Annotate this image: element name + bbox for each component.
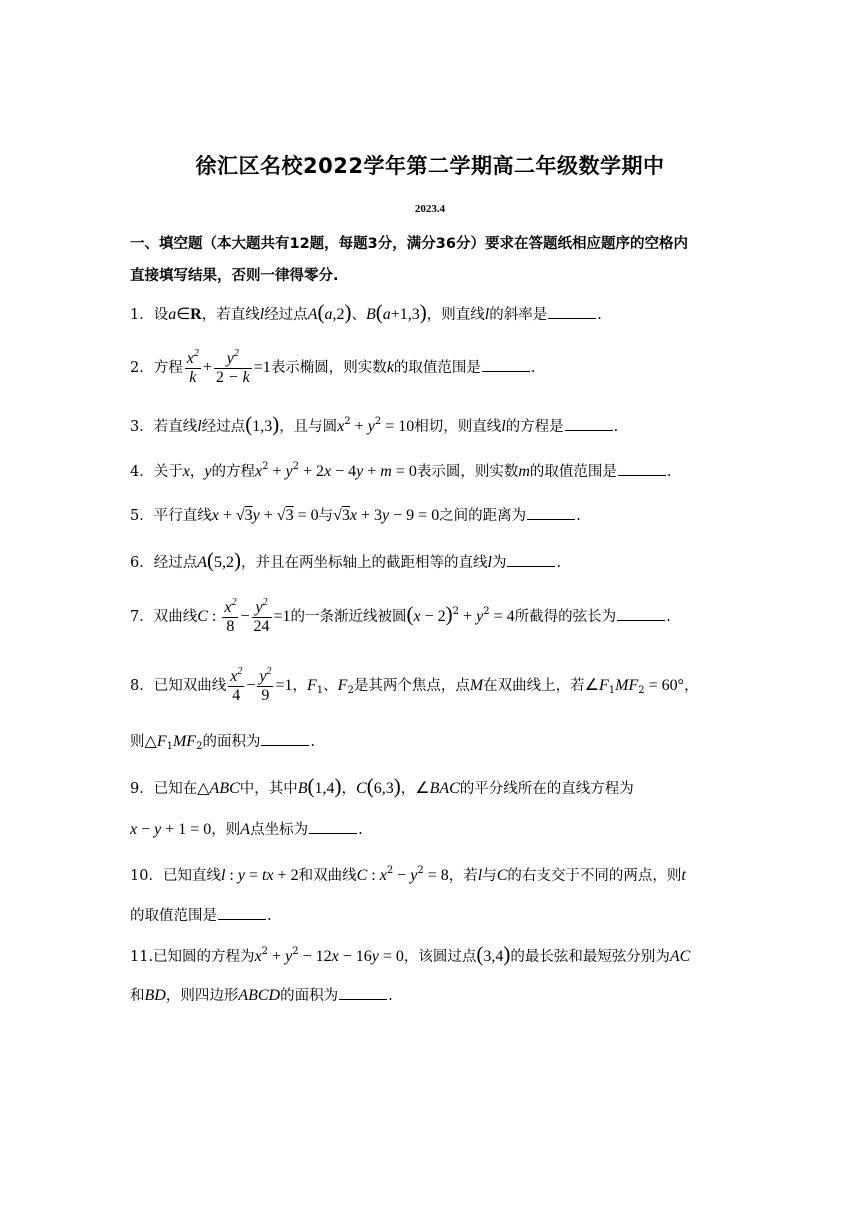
question-8-cont: 则$\triangle F_1MF_2$的面积为 . — [130, 733, 316, 752]
answer-blank[interactable] — [309, 819, 357, 834]
answer-blank[interactable] — [218, 905, 266, 920]
question-9: 9．已知在△ABC中，其中B(1,4)，C(6,3)，∠BAC的平分线所在的直线方程为 — [130, 774, 634, 798]
question-8: 8．已知双曲线 $\frac{x^2}{4}$ − $\frac{y^2}{9}$ =1，$F_1$、$F_2$是其两个焦点，点M在双曲线上，若$\angle F_1MF_2 = 60^\circ$， — [130, 666, 699, 704]
section-heading-line2: 直接填写结果，否则一律得零分. — [130, 268, 339, 284]
question-1: 1．设a∈R，若直线l经过点A(a,2)、B(a+1,3)，则直线l的斜率是 . — [130, 300, 602, 324]
exam-date: 2023.4 — [414, 203, 446, 215]
question-10-cont: 的取值范围是 . — [130, 900, 740, 932]
question-7: 7．双曲线C : $\frac{x^2}{8}$ − $\frac{y^2}{24}$ =1的一条渐近线被圆$(x - 2)^2 + y^2 = 4$所截得的弦长为 . — [130, 596, 671, 635]
question-9-cont: x − y + 1 = 0，则A点坐标为 . — [130, 821, 363, 838]
question-6: 6．经过点A(5,2)，并且在两坐标轴上的截距相等的直线l为 . — [130, 548, 562, 572]
question-2: 2．方程 $\frac{x^2}{k}$ + $\frac{y^2}{2 - k}$ =1表示椭圆，则实数k的取值范围是 . — [130, 348, 536, 386]
question-5: 5．平行直线x + √3y + √3 = 0与√3x + 3y − 9 = 0之间的距离为 . — [130, 507, 581, 524]
answer-blank[interactable] — [548, 304, 596, 319]
answer-blank[interactable] — [618, 461, 666, 476]
question-11: 11.已知圆的方程为$x^2 + y^2 - 12x - 16y = 0$，该圆过点(3,4)的最长弦和最短弦分别为AC — [130, 942, 691, 966]
question-3: 3．若直线l经过点(1,3)，且与圆$x^2 + y^2 = 10$相切，则直线l的方程是 . — [130, 412, 619, 436]
question-10: 10．已知直线l : y = tx + 2和双曲线C : $x^2 - y^2 = 8$，若l与C的右支交于不同的两点，则t — [130, 865, 686, 884]
section-heading-line1: 一、填空题（本大题共有12题，每题3分，满分36分）要求在答题纸相应题序的空格内 — [130, 236, 688, 252]
answer-blank[interactable] — [565, 416, 613, 431]
answer-blank[interactable] — [339, 985, 387, 1000]
question-11-cont: 和BD，则四边形ABCD的面积为 . — [130, 987, 393, 1004]
answer-blank[interactable] — [507, 552, 555, 567]
question-4: 4．关于x，y的方程$x^2 + y^2 + 2x - 4y + m = 0$表示圆，则实数m的取值范围是 . — [130, 461, 672, 480]
answer-blank[interactable] — [482, 357, 530, 372]
exam-title: 徐汇区名校2022学年第二学期高二年级数学期中 — [195, 154, 665, 178]
answer-blank[interactable] — [527, 505, 575, 520]
answer-blank[interactable] — [617, 606, 665, 621]
answer-blank[interactable] — [261, 731, 309, 746]
